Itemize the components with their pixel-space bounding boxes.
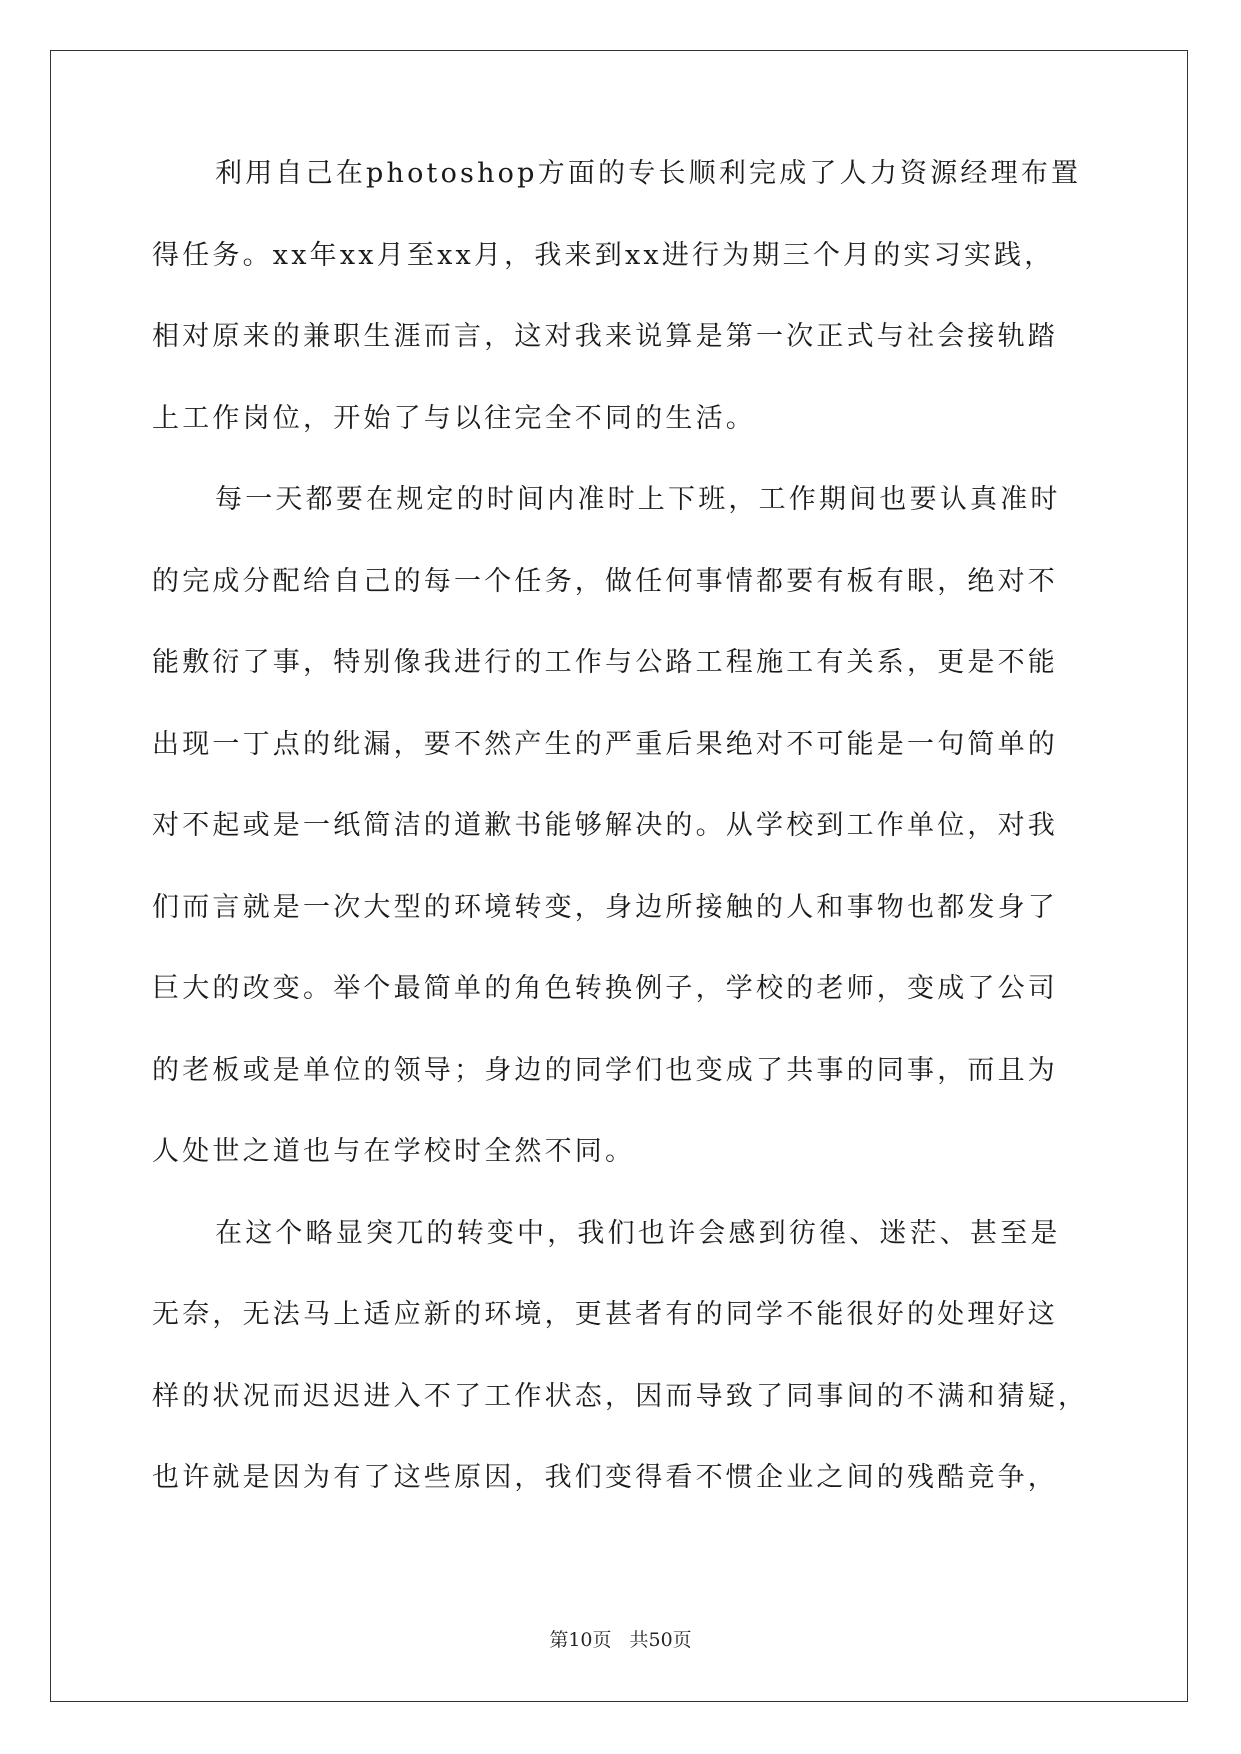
paragraph-3-line-1: 在这个略显突兀的转变中，我们也许会感到彷徨、迷茫、甚至是 — [215, 1217, 1061, 1249]
paragraph-2-line-1: 每一天都要在规定的时间内准时上下班，工作期间也要认真准时 — [215, 484, 1061, 515]
paragraph-3-line-3: 样的状况而迟迟进入不了工作状态，因而导致了同事间的不满和猜疑， — [152, 1380, 1089, 1412]
paragraph-1-line-3: 相对原来的兼职生涯而言，这对我来说算是第一次正式与社会接轨踏 — [152, 321, 1058, 352]
paragraph-1-line-2: 得任务。xx年xx月至xx月，我来到xx进行为期三个月的实习实践， — [152, 239, 1055, 271]
paragraph-1-line-1: 利用自己在photoshop方面的专长顺利完成了人力资源经理布置 — [215, 158, 1082, 189]
current-page-number: 第10页 — [549, 1629, 612, 1651]
paragraph-2-line-8: 的老板或是单位的领导；身边的同学们也变成了共事的同事，而且为 — [152, 1054, 1058, 1086]
paragraph-1-line-4: 上工作岗位，开始了与以往完全不同的生活。 — [152, 402, 756, 434]
paragraph-2-line-7: 巨大的改变。举个最简单的角色转换例子，学校的老师，变成了公司 — [152, 973, 1058, 1004]
paragraph-2-line-4: 出现一丁点的纰漏，要不然产生的严重后果绝对不可能是一句简单的 — [152, 728, 1058, 760]
document-body — [152, 160, 1087, 1546]
paragraph-3-line-2: 无奈，无法马上适应新的环境，更甚者有的同学不能很好的处理好这 — [152, 1299, 1058, 1330]
paragraph-3-line-4: 也许就是因为有了这些原因，我们变得看不惯企业之间的残酷竞争， — [152, 1462, 1058, 1493]
total-page-count: 共50页 — [629, 1629, 692, 1651]
paragraph-2-line-3: 能敷衍了事，特别像我进行的工作与公路工程施工有关系，更是不能 — [152, 647, 1058, 678]
paragraph-2-line-6: 们而言就是一次大型的环境转变，身边所接触的人和事物也都发身了 — [152, 891, 1058, 923]
page-footer — [0, 1625, 1241, 1652]
paragraph-2-line-5: 对不起或是一纸简洁的道歉书能够解决的。从学校到工作单位，对我 — [152, 810, 1058, 841]
paragraph-2-line-9: 人处世之道也与在学校时全然不同。 — [152, 1136, 636, 1167]
paragraph-2-line-2: 的完成分配给自己的每一个任务，做任何事情都要有板有眼，绝对不 — [152, 565, 1058, 597]
